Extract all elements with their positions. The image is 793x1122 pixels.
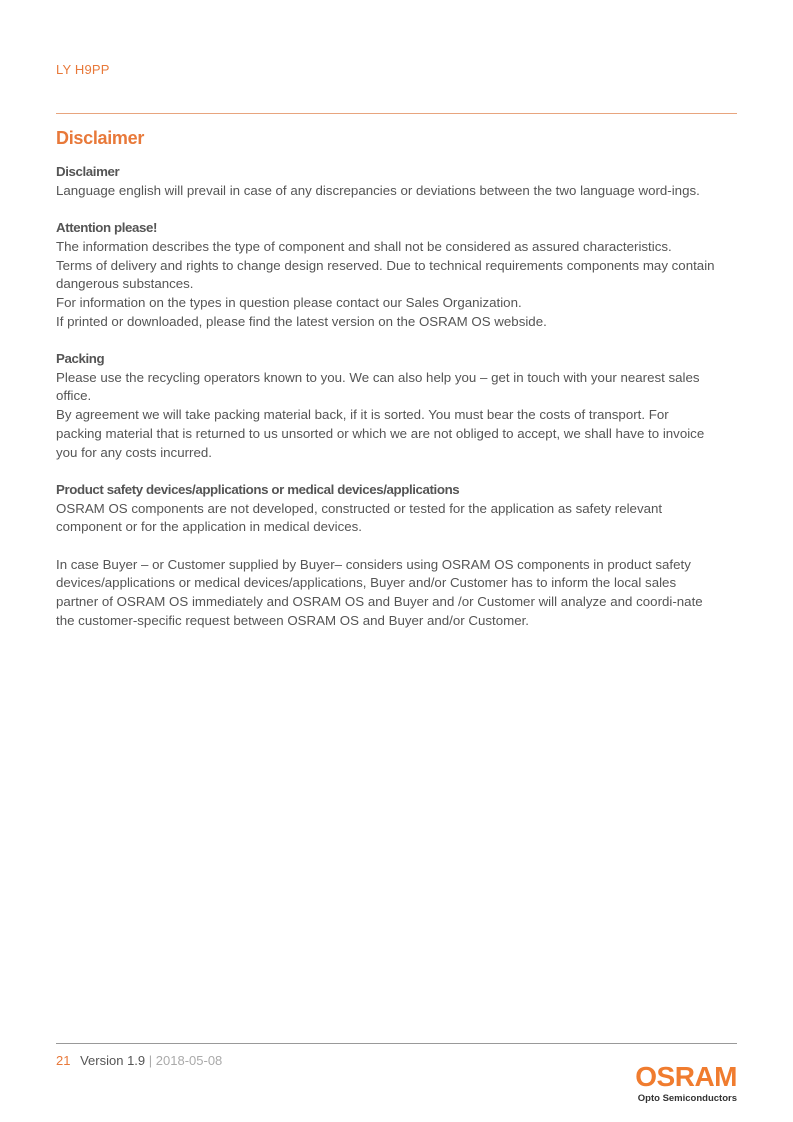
version-label: Version 1.9: [80, 1053, 146, 1068]
footer: [56, 1053, 222, 1068]
block-paragraph: Language english will prevail in case of any discrepancies or deviations between the two language word-ings.: [56, 182, 700, 198]
page-number: 21: [56, 1053, 71, 1068]
block-paragraph: By agreement we will take packing material back, if it is sorted. You must bear the costs of transport. For packing material that is returned to us unsorted or which we are not obliged to accept, we shall have to invoice you for any costs incurred.: [56, 407, 705, 460]
product-code: LY H9PP: [56, 62, 110, 77]
osram-logo: [635, 1062, 737, 1105]
block-buyer-notice: [56, 556, 716, 631]
block-packing: [56, 350, 716, 462]
footer-separator: |: [148, 1053, 153, 1068]
block-product-safety: [56, 481, 716, 537]
block-paragraph: Please use the recycling operators known to you. We can also help you – get in touch with your nearest sales office.: [56, 369, 700, 404]
release-date: 2018-05-08: [155, 1053, 223, 1068]
block-heading: Disclaimer: [56, 164, 120, 179]
block-paragraph: The information describes the type of component and shall not be considered as assured characteristics.: [56, 238, 672, 254]
footer-divider: [56, 1043, 737, 1044]
block-attention: [56, 219, 716, 331]
block-paragraph: In case Buyer – or Customer supplied by Buyer– considers using OSRAM OS components in product safety devices/applications or medical devices/applications, Buyer and/or Customer has to inform the local sales partner of OSRAM OS immediately and OSRAM OS and Buyer and /or Customer will analyze and coordi-nate the customer-specific request between OSRAM OS and Buyer and/or Customer.: [56, 556, 703, 628]
block-paragraph: OSRAM OS components are not developed, constructed or tested for the application as safety relevant component or for the application in medical devices.: [56, 500, 663, 535]
header-divider: [56, 113, 737, 114]
block-paragraph: Terms of delivery and rights to change design reserved. Due to technical requirements components may contain dangerous substances.: [56, 257, 715, 292]
logo-brand: OSRAM: [635, 1061, 737, 1092]
block-paragraph: If printed or downloaded, please find the latest version on the OSRAM OS webside.: [56, 313, 547, 329]
section-title: Disclaimer: [56, 128, 145, 148]
block-paragraph: For information on the types in question please contact our Sales Organization.: [56, 294, 522, 310]
block-heading: Attention please!: [56, 220, 158, 236]
block-heading: Product safety devices/applications or medical devices/applications: [56, 481, 460, 497]
block-disclaimer: [56, 163, 716, 200]
block-heading: Packing: [56, 351, 105, 366]
logo-subtitle: Opto Semiconductors: [637, 1093, 737, 1104]
document-body: [56, 163, 716, 649]
